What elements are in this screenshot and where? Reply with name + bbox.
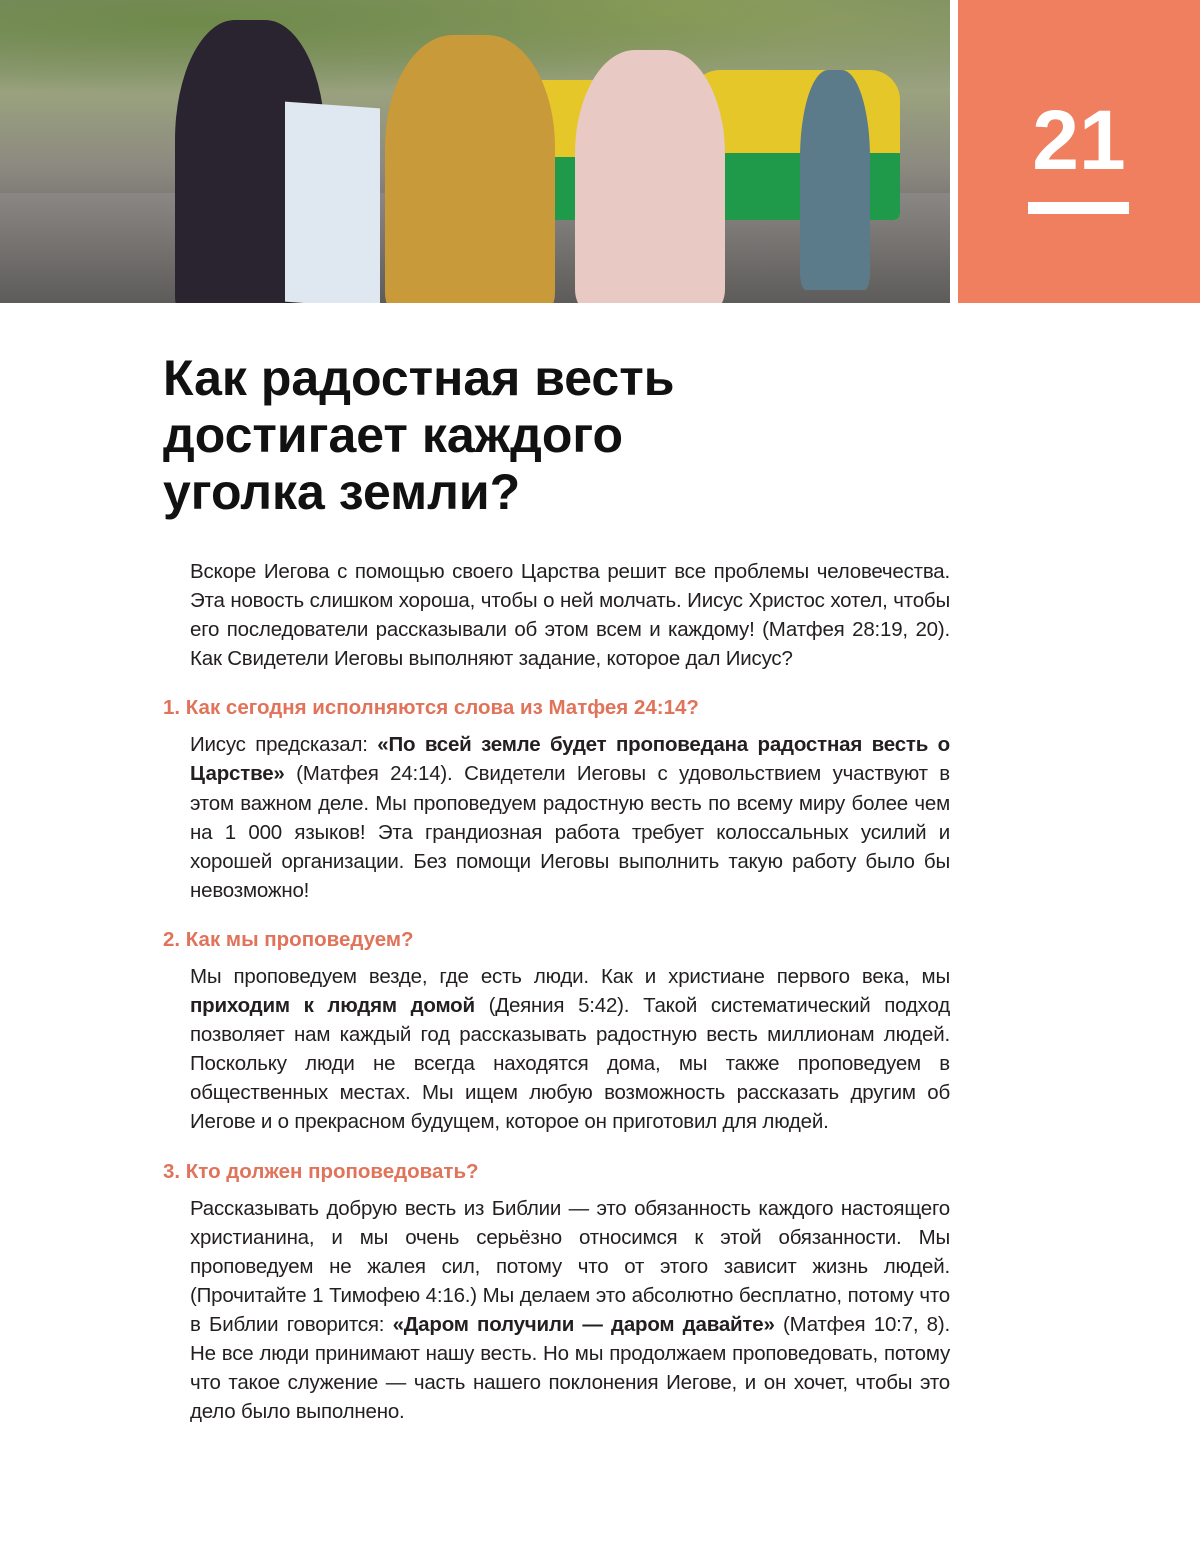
photo-person (575, 50, 725, 303)
photo-person (800, 70, 870, 290)
photo-person (385, 35, 555, 303)
body-text: Иисус предсказал: (190, 733, 378, 757)
body-text: (Матфея 10:7, 8). Не все люди принимают нашу весть. Но мы продолжаем проповедовать, потому что такое служение — часть нашего поклонения Иегове, и он хочет, чтобы это дело было выполнено. (190, 1312, 950, 1424)
section-body (190, 730, 950, 905)
body-text: Мы проповедуем везде, где есть люди. Как и христиане первого века, мы (190, 964, 950, 988)
scripture-quote: «Даром получили — даром давайте» (392, 1312, 775, 1336)
title-line: уголка земли? (163, 464, 521, 520)
page-title (163, 350, 863, 521)
body-text: Рассказывать добрую весть из Библии — это обязанность каждого настоящего христианина, и мы очень серьёзно относимся к этой обязанности. Мы проповедуем не жалея сил, потому что от этого зависит жизнь людей. (Прочитайте 1 Тимофею 4:16.) Мы делаем это абсолютно бесплатно, потому что в Библии говорится: (190, 1196, 950, 1336)
section-heading: 2. Как мы проповедуем? (163, 927, 414, 951)
body-text: (Матфея 24:14). Свидетели Иеговы с удовольствием участвуют в этом важном деле. Мы проповедуем радостную весть по всему миру более чем на 1 000 языков! Эта грандиозная работа требует колоссальных усилий и хорошей организации. Без помощи Иеговы выполнить такую работу было бы невозможно! (190, 762, 950, 902)
scripture-quote: «По всей земле будет проповедана радостная весть о Царстве» (190, 733, 950, 786)
lesson-photo (0, 0, 950, 303)
lesson-number: 21 (1032, 93, 1126, 187)
emphasis-text: приходим к людям домой (190, 994, 475, 1018)
intro-paragraph: Вскоре Иегова с помощью своего Царства решит все проблемы человечества. Эта новость слишком хороша, чтобы о ней молчать. Иисус Христос хотел, чтобы его последователи рассказывали об этом всем и каждому! (Матфея 28:19, 20). Как Свидетели Иеговы выполняют задание, которое дал Иисус? (190, 560, 950, 671)
body-text: (Деяния 5:42). Такой систематический подход позволяет нам каждый год рассказывать радостную весть миллионам людей. Поскольку люди не всегда находятся дома, мы также проповедуем в общественных местах. Мы ищем любую возможность рассказать другим об Иегове и о прекрасном будущем, которое он приготовил для людей. (190, 994, 950, 1134)
title-line: достигает каждого (163, 407, 624, 463)
section-body (190, 1194, 950, 1427)
lesson-number-underline (1028, 202, 1129, 214)
photo-display-cart (285, 102, 380, 303)
section-heading: 3. Кто должен проповедовать? (163, 1159, 479, 1183)
lesson-number-badge (958, 0, 1200, 303)
section-body (190, 962, 950, 1137)
section-heading: 1. Как сегодня исполняются слова из Матфея 24:14? (163, 696, 699, 720)
title-line: Как радостная весть (163, 350, 675, 406)
lesson-content (163, 557, 950, 1426)
